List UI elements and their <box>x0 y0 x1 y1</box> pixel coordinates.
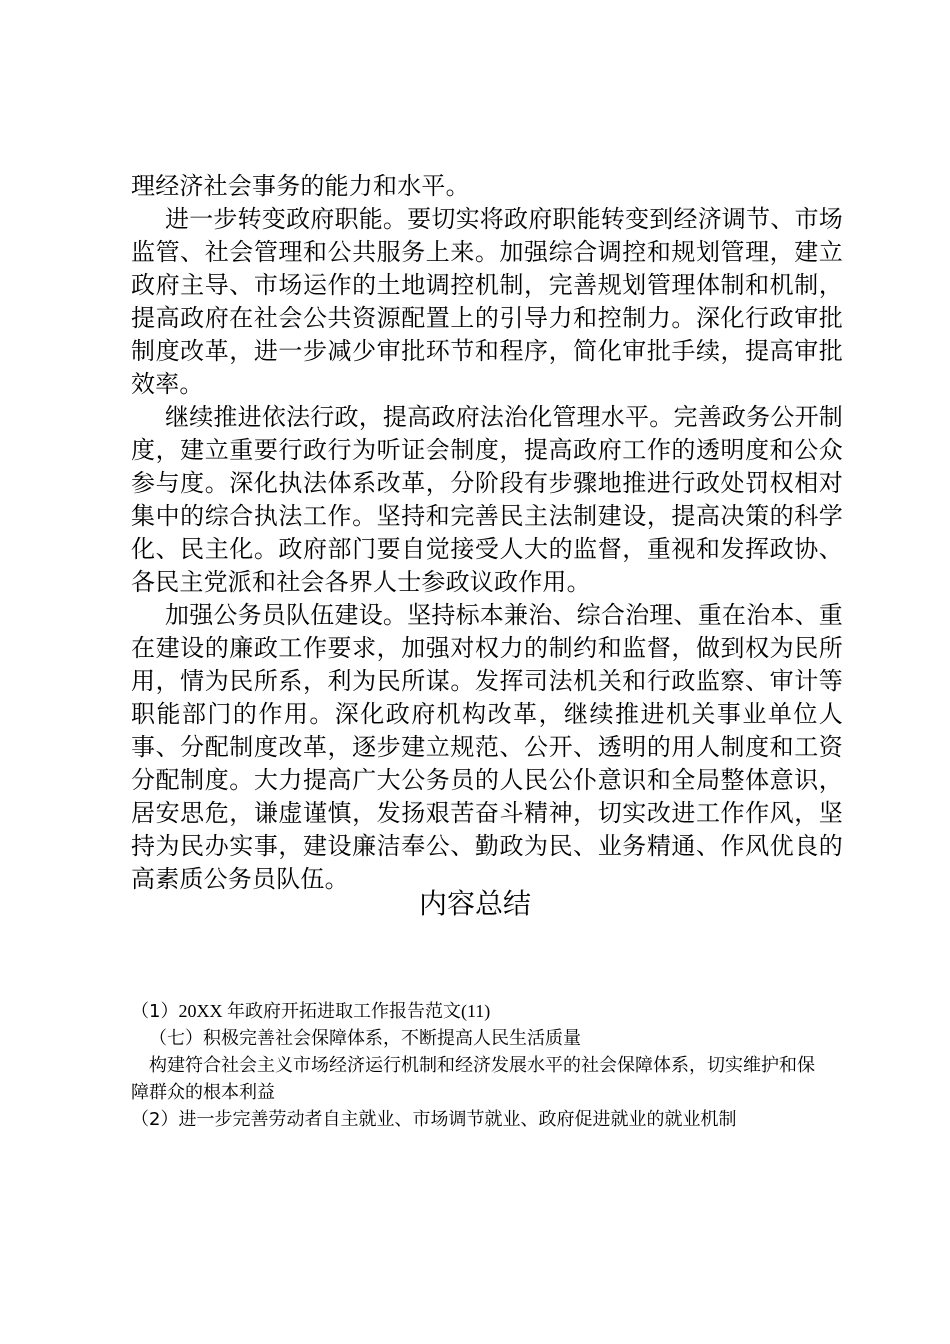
summary-item-1-subheading: （七）积极完善社会保障体系，不断提高人民生活质量 <box>149 1028 581 1049</box>
summary-item-1 <box>131 998 831 1025</box>
summary-item-1-paragraph: 构建符合社会主义市场经济运行机制和经济发展水平的社会保障体系，切实维护和保障群众的根本利益 <box>131 1055 815 1103</box>
summary-item-1-prefix: （1） <box>131 1001 179 1022</box>
summary-item-2: （2）进一步完善劳动者自主就业、市场调节就业、政府促进就业的就业机制 <box>131 1109 737 1130</box>
summary-title: 内容总结 <box>418 887 531 920</box>
paragraph-rule-of-law: 继续推进依法行政，提高政府法治化管理水平。完善政务公开制度，建立重要行政行为听证会制度，提高政府工作的透明度和公众参与度。深化执法体系改革，分阶段有步骤地推进行政处罚权相对集中的综合执法工作。坚持和完善民主法制建设，提高决策的科学化、民主化。政府部门要自觉接受人大的监督，重视和发挥政协、各民主党派和社会各界人士参政议政作用。 <box>131 403 843 596</box>
paragraph-government-functions: 进一步转变政府职能。要切实将政府职能转变到经济调节、市场监管、社会管理和公共服务上来。加强综合调控和规划管理，建立政府主导、市场运作的土地调控机制，完善规划管理体制和机制，提高政府在社会公共资源配置上的引导力和控制力。深化行政审批制度改革，进一步减少审批环节和程序，简化审批手续，提高审批效率。 <box>131 205 843 398</box>
document-body <box>131 170 843 896</box>
paragraph-continuation: 理经济社会事务的能力和水平。 <box>131 172 470 200</box>
summary-section <box>131 998 831 1133</box>
summary-item-1-text: 20XX 年政府开拓进取工作报告范文(11) <box>178 1001 491 1021</box>
paragraph-civil-servants: 加强公务员队伍建设。坚持标本兼治、综合治理、重在治本、重在建设的廉政工作要求，加强对权力的制约和监督，做到权为民所用，情为民所系，利为民所谋。发挥司法机关和行政监察、审计等职能部门的作用。深化政府机构改革，继续推进机关事业单位人事、分配制度改革，逐步建立规范、公开、透明的用人制度和工资分配制度。大力提高广大公务员的人民公仆意识和全局整体意识，居安思危，谦虚谨慎，发扬艰苦奋斗精神，切实改进工作作风，坚持为民办实事，建设廉洁奉公、勤政为民、业务精通、作风优良的高素质公务员队伍。 <box>131 601 843 893</box>
